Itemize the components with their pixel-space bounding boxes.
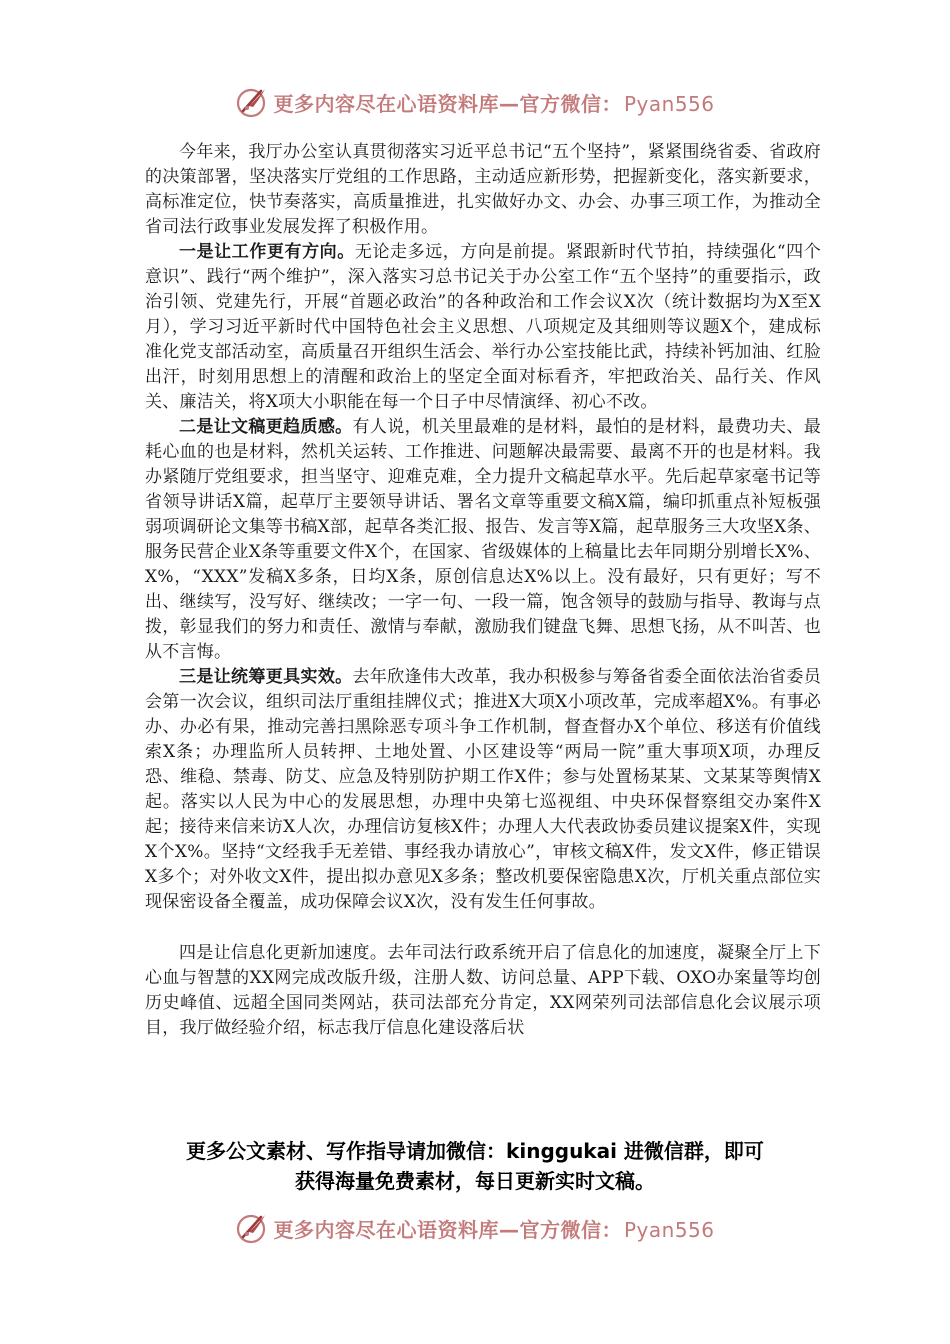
paragraph-text: 有人说，机关里最难的是材料，最怕的是材料，最费功夫、最耗心血的也是材料，然机关运转、工作推进、问题解决最需要、最离不开的也是材料。我办紧随厅党组要求，担当坚守、迎难克难，全力提升文稿起草水平。先后起草家毫书记等省领导讲话X篇，起草厅主要领导讲话、署名文章等重要文稿X篇，编印抓重点补短板强弱项调研论文集等书稿X部，起草各类汇报、报告、发言等X篇，起草服务三大攻坚X条、服务民营企业X条等重要文件X个，在国家、省级媒体的上稿量比去年同期分别增长X%、X%，“XXX”发稿X多条，日均X条，原创信息达X%以上。没有最好，只有更好；写不出、继续写，没写好、继续改；一字一句、一段一篇，饱含领导的鼓励与指导、教诲与点拨，彰显我们的努力和责任、激情与奉献，激励我们键盘飞舞、思想飞扬，从不叫苦、也从不言悔。 (145, 417, 822, 662)
watermark-separator: — (498, 91, 520, 116)
paragraph-text: 去年欣逢伟大改革，我办积极参与筹备省委全面依法治省委员会第一次会议，组织司法厅重组挂牌仪式；推进X大项X小项改革，完成率超X%。有事必办、办必有果，推动完善扫黑除恶专项斗争工作机制，督查督办X个单位、移送有价值线索X条；办理监所人员转押、土地处置、小区建设等“两局一院”重大事项X项，办理反恐、维稳、禁毒、防艾、应急及特别防护期工作X件；参与处置杨某某、文某某等舆情X起。落实以人民为中心的发展思想，办理中央第七巡视组、中央环保督察组交办案件X起；接待来信来访X人次，办理信访复核X件；办理人大代表政协委员建议提案X件，实现X个X%。坚持“文经我手无差错、事经我办请放心”，审核文稿X件，发文X件，修正错误X多个；对外收文X件，提出拟办意见X多条；整改机要保密隐患X次，厅机关重点部位实现保密设备全覆盖，成功保障会议X次，没有发生任何事故。 (145, 667, 822, 912)
promo-line-2: 获得海量免费素材，每日更新实时文稿。 (295, 1169, 655, 1193)
watermark-header (0, 82, 950, 122)
paragraph-text: 今年来，我厅办公室认真贯彻落实习近平总书记“五个坚持”，紧紧围绕省委、省政府的决策部署，坚决落实厅党组的工作思路，主动适应新形势，把握新变化，落实新要求，高标准定位，快节奏落实，高质量推进，扎实做好办文、办会、办事三项工作，为推动全省司法行政事业发展发挥了积极作用。 (145, 142, 821, 237)
watermark-id: Pyan556 (623, 91, 715, 116)
paragraph-lead: 三是让统筹更具实效。 (179, 667, 353, 687)
quill-logo-icon (235, 85, 269, 119)
paragraph-intro (145, 140, 821, 240)
paragraph-spacer (145, 915, 821, 941)
paragraph-drafting (145, 415, 821, 665)
document-body (145, 140, 821, 1041)
paragraph-direction (145, 240, 821, 415)
watermark-id: Pyan556 (623, 1217, 715, 1242)
paragraph-lead: 一是让工作更有方向。 (179, 242, 355, 262)
paragraph-coordination (145, 665, 821, 915)
watermark-suffix: 官方微信： (519, 91, 622, 116)
watermark-separator: — (498, 1217, 520, 1242)
promo-line-1: 更多公文素材、写作指导请加微信：kinggukai 进微信群，即可 (186, 1139, 764, 1163)
watermark-suffix: 官方微信： (519, 1217, 622, 1242)
watermark-text: 更多内容尽在心语资料库 (273, 91, 499, 116)
paragraph-text: 无论走多远，方向是前提。紧跟新时代节拍，持续强化“四个意识”、践行“两个维护”，深入落实习总书记关于办公室工作“五个坚持”的重要指示，政治引领、党建先行，开展“首题必政治”的各种政治和工作会议X次（统计数据均为X至X月），学习习近平新时代中国特色社会主义思想、八项规定及其细则等议题X个，建成标准化党支部活动室，高质量召开组织生活会、举行办公室技能比武，持续补钙加油、红脸出汗，时刻用思想上的清醒和政治上的坚定全面对标看齐，牢把政治关、品行关、作风关、廉洁关，将X项大小职能在每一个日子中尽情演绎、初心不改。 (145, 242, 821, 412)
quill-logo-icon (235, 1211, 269, 1245)
promo-banner (100, 1136, 850, 1196)
paragraph-lead: 二是让文稿更趋质感。 (179, 417, 353, 437)
watermark-text: 更多内容尽在心语资料库 (273, 1217, 499, 1242)
watermark-footer (0, 1208, 950, 1248)
paragraph-informatization (145, 941, 821, 1041)
paragraph-text: 四是让信息化更新加速度。去年司法行政系统开启了信息化的加速度，凝聚全厅上下心血与智慧的XX网完成改版升级，注册人数、访问总量、APP下载、OXO办案量等均创历史峰值、远超全国同类网站，获司法部充分肯定，XX网荣列司法部信息化会议展示项目，我厅做经验介绍，标志我厅信息化建设落后状 (145, 943, 821, 1038)
